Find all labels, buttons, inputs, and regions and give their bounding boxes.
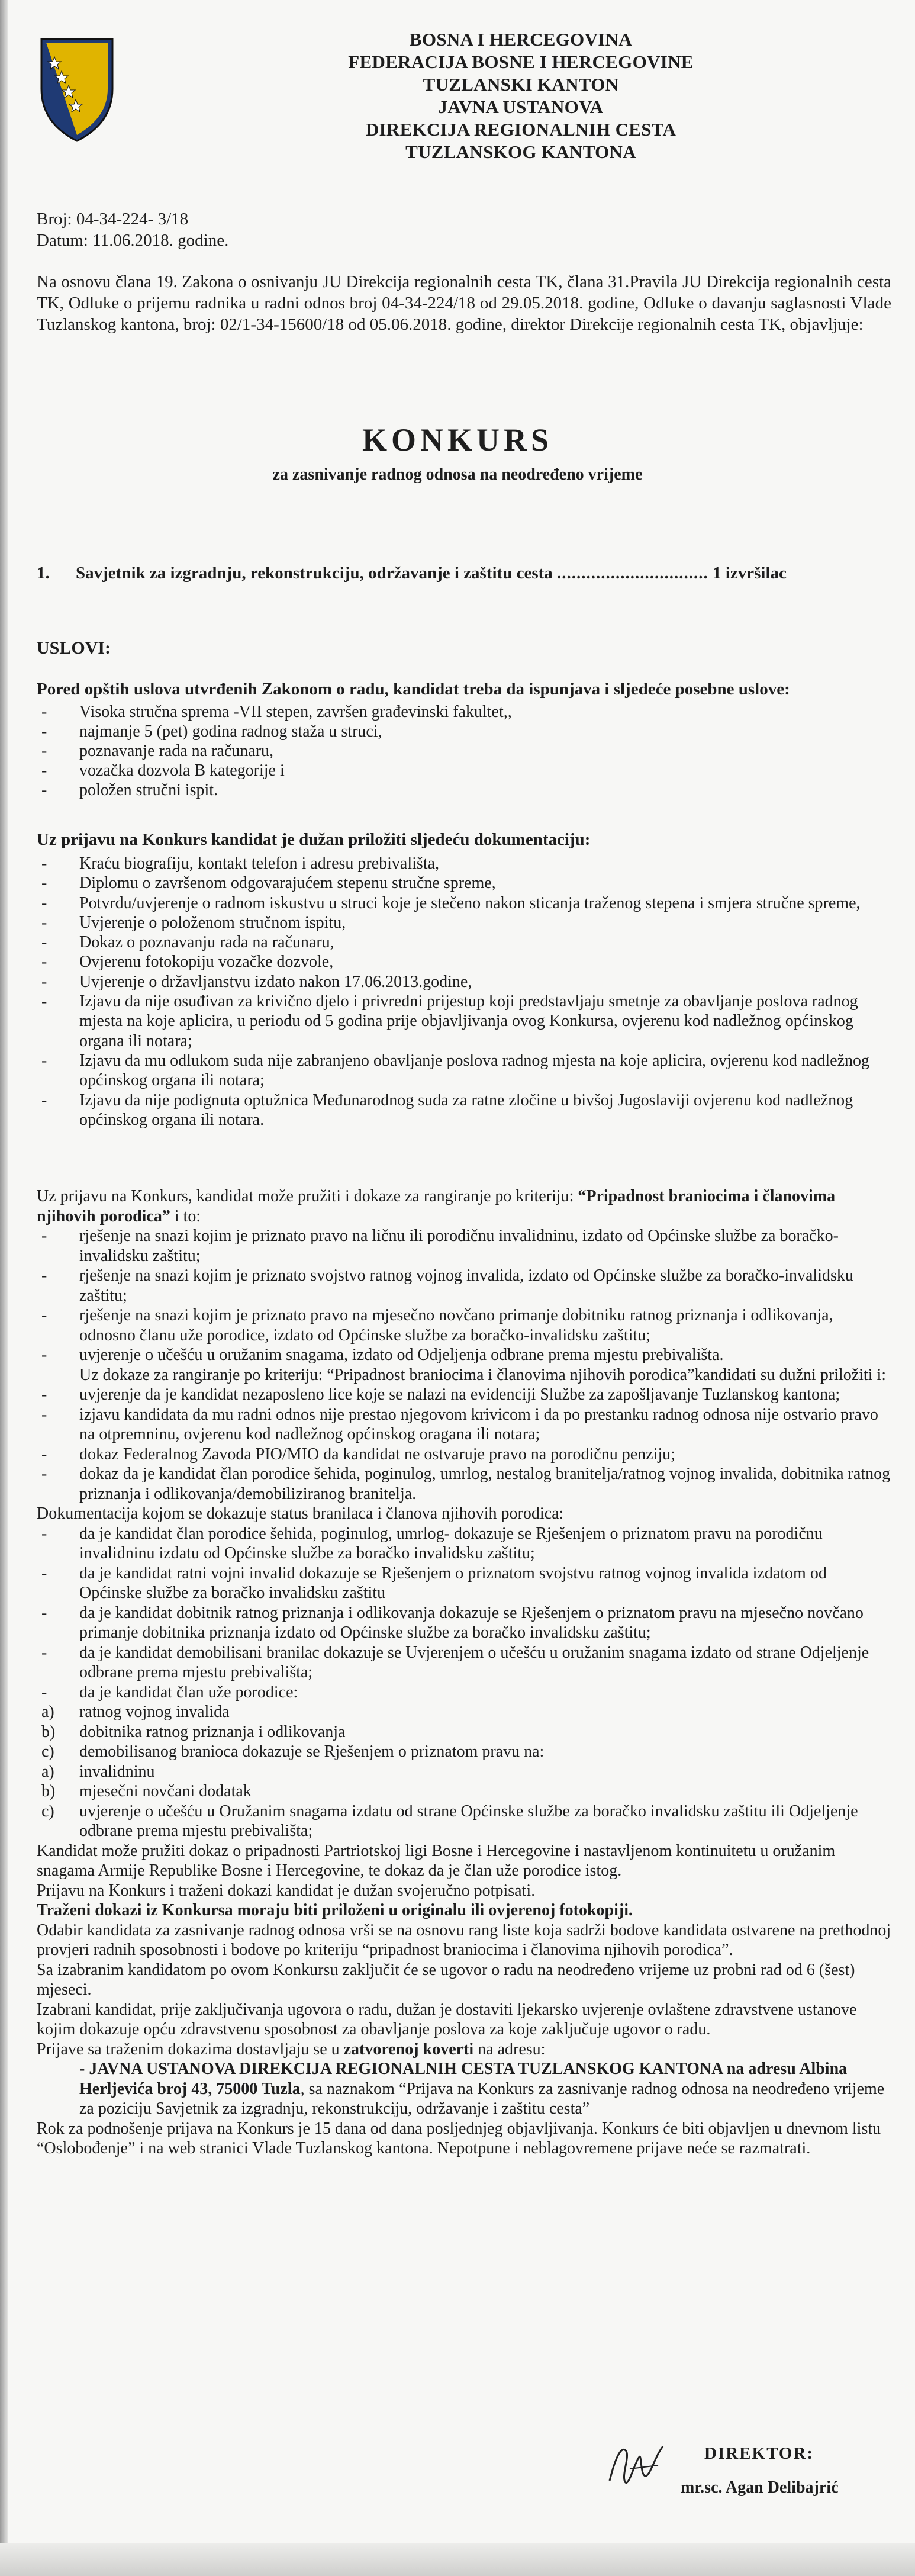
address-note: , sa naznakom “Prijava na Konkurs za zasnivanje radnog odnosa na neodređeno vrijeme za poziciju Savjetnik za izgradnju, rekonstrukciju, održavanje i zaštitu cesta” (79, 2079, 885, 2118)
selection-paragraph: Odabir kandidata za zasnivanje radnog odnosa vrši se na osnovu rang liste koja sadrži bodove kandidata ostvarene na prethodnoj provjeri radnih sposobnosti i bodove po kriteriju “pripadnost braniocima i članovima njihovih porodica”. (37, 1921, 891, 1959)
list-item: - dokaz Federalnog Zavoda PIO/MIO da kandidat ne ostvaruje pravo na porodičnu penziju; (37, 1445, 891, 1465)
deadline-paragraph: Rok za podnošenje prijava na Konkurs je 15 dana od dana posljednjeg objavljivanja. Konkurs će biti objavljen u dnevnom listu “Oslobođenje” i na web stranici Vlade Tuzlanskog kantona. Nepotpune i neblagovremene prijave neće se razmatrati. (37, 2119, 881, 2157)
list-item: - Izjavu da nije podignuta optužnica Međunarodnog suda za ratne zločine u bivšoj Jugoslaviji ovjerenu kod nadležnog općinskog organa ili notara. (37, 1091, 891, 1130)
header-line-canton: TUZLANSKI KANTON (423, 74, 619, 95)
criteria-intro: Uz dokaze za rangiranje po kriteriju: “Pripadnost braniocima i članovima njihovih porodica”kandidati su dužni priložiti i: (79, 1365, 887, 1384)
list-item: - položen stručni ispit. (37, 780, 512, 800)
header-line-country: BOSNA I HERCEGOVINA (409, 29, 633, 50)
list-item (37, 1781, 891, 1802)
signature-icon (604, 2439, 669, 2493)
list-item: - da je kandidat demobilisani branilac dokazuje se Uvjerenjem o učešću u oružanim snagama izdato od strane Odjeljenje odbrane prema mjestu prebivališta; (37, 1643, 891, 1683)
list-marker: a) (41, 1703, 54, 1721)
list-item: - da je kandidat član porodice šehida, poginulog, umrlog- dokazuje se Rješenjem o priznatom pravu na porodičnu invalidninu izdatu od Općinske službe za boračko invalidsku zaštitu; (37, 1524, 891, 1564)
list-marker: b) (41, 1722, 56, 1741)
institution-header (308, 28, 734, 163)
list-item: - uvjerenje da je kandidat nezaposleno lice koje se nalazi na evidenciji Službe za zapošljavanje Tuzlanskog kantona; (37, 1385, 891, 1405)
page-title: KONKURS (362, 422, 553, 458)
list-item: - Kraću biografiju, kontakt telefon i adresu prebivališta, (37, 854, 891, 873)
list-item: - poznavanje rada na računaru, (37, 741, 512, 761)
submission-envelope: zatvorenoj koverti (343, 2040, 474, 2059)
signature-requirement: Prijavu na Konkurs i traženi dokazi kandidat je dužan svojeručno potpisati. (37, 1881, 536, 1900)
ranking-intro-end: i to: (170, 1207, 201, 1226)
list-item (37, 1742, 891, 1762)
list-item-text: ratnog vojnog invalida (79, 1703, 230, 1721)
list-item: - Uvjerenje o položenom stručnom ispitu, (37, 913, 891, 932)
document-number: Broj: 04-34-224- 3/18 (37, 210, 189, 229)
header-line-federation: FEDERACIJA BOSNE I HERCEGOVINE (348, 52, 694, 72)
header-line-institution-region: TUZLANSKOG KANTONA (405, 141, 636, 162)
show-through-text (714, 379, 909, 633)
list-item: - Izjavu da nije osuđivan za krivično djelo i privredni prijestup koji predstavljaju smetnje za obavljanje poslova radnog mjesta na koje aplicira, u periodu od 5 godina prije objavljivanja ovog Konkursa, ovjerenu kod nadležnog općinskog organa ili notara; (37, 992, 891, 1051)
list-item: - Potvrdu/uvjerenje o radnom iskustvu u struci koje je stečeno nakon sticanja traženog stepena i smjera stručne spreme, (37, 893, 891, 913)
job-position-count: 1 izvršilac (713, 564, 787, 583)
list-item: - rješenje na snazi kojim je priznato pravo na ličnu ili porodičnu invalidninu, izdato od Općinske službe za boračko-invalidsku zaštitu; (37, 1226, 891, 1266)
list-item: - najmanje 5 (pet) godina radnog staža u struci, (37, 722, 512, 741)
conditions-list (37, 702, 512, 800)
conditions-intro: Pored opštih uslova utvrđenih Zakonom o radu, kandidat treba da ispunjava i sljedeće posebne uslove: (37, 680, 790, 699)
list-marker: a) (41, 1762, 54, 1781)
list-item: - rješenje na snazi kojim je priznato pravo na mjesečno novčano primanje dobitniku ratnog priznanja i odlikovanja, odnosno članu uže porodice, izdato od Općinske službe za boračko-invalidsku zaštitu; (37, 1305, 891, 1345)
page-subtitle: za zasnivanje radnog odnosa na neodređeno vrijeme (272, 465, 643, 484)
submission-text-end: na adresu: (473, 2040, 546, 2059)
contract-paragraph: Sa izabranim kandidatom po ovom Konkursu zaključit će se ugovor o radu na neodređeno vrijeme uz probni rad od 6 (šest) mjeseci. (37, 1960, 855, 1999)
originals-requirement-text: Traženi dokazi iz Konkursa moraju biti priloženi u originalu ili ovjerenoj fotokopiji. (37, 1901, 633, 1919)
document-date: Datum: 11.06.2018. godine. (37, 231, 229, 250)
list-item: - dokaz da je kandidat član porodice šehida, poginulog, umrlog, nestalog branitelja/ratnog vojnog invalida, dobitnika ratnog priznanja i odlikovanja/demobiliziranog branitelja. (37, 1464, 891, 1504)
ranking-intro-text: Uz prijavu na Konkurs, kandidat može pružiti i dokaze za rangiranje po kriteriju: (37, 1187, 578, 1205)
list-marker: b) (41, 1782, 56, 1800)
list-marker: c) (41, 1802, 54, 1821)
list-item (37, 1762, 891, 1782)
ranking-section (37, 1186, 891, 2159)
ranking-intro (37, 1186, 891, 1226)
job-position (37, 564, 787, 583)
director-label: DIREKTOR: (704, 2444, 814, 2463)
job-position-number: 1. (37, 564, 50, 583)
list-item: - da je kandidat ratni vojni invalid dokazuje se Rješenjem o priznatom svojstvu ratnog vojnog invalida izdatom od Općinske službe za boračko invalidsku zaštitu (37, 1564, 891, 1603)
list-item: - Dokaz o poznavanju rada na računaru, (37, 932, 891, 952)
list-item (37, 1722, 891, 1742)
documents-heading: Uz prijavu na Konkurs kandidat je dužan priložiti sljedeću dokumentaciju: (37, 830, 591, 849)
coat-of-arms-icon (36, 34, 118, 144)
job-position-dots: ............................... (557, 564, 708, 583)
list-marker: c) (41, 1742, 54, 1761)
list-item-text: invalidninu (79, 1762, 155, 1781)
list-item-text: dobitnika ratnog priznanja i odlikovanja (79, 1722, 346, 1741)
address-bold: JAVNA USTANOVA DIREKCIJA REGIONALNIH CESTA TUZLANSKOG KANTONA na adresu Albina Herljevića broj 43, 75000 Tuzla (79, 2060, 848, 2098)
criteria-list (37, 1385, 891, 1504)
list-item: - Uvjerenje o državljanstvu izdato nakon 17.06.2013.godine, (37, 972, 891, 992)
medical-paragraph: Izabrani kandidat, prije zaključivanja ugovora o radu, dužan je dostaviti ljekarsko uvjerenje ovlaštene zdravstvene ustanove kojim dokazuje opću zdravstvenu sposobnost za obavljanje poslova za koje zaključuje ugovor o radu. (37, 2000, 857, 2038)
list-item: - izjavu kandidata da mu radni odnos nije prestao njegovom krivicom i da po prestanku radnog odnosa nije ostvario pravo na otpremninu, ovjerenu kod nadležnog općinskog oragana ili notara; (37, 1405, 891, 1445)
list-item: - da je kandidat dobitnik ratnog priznanja i odlikovanja dokazuje se Rješenjem o priznatom pravu na mjesečno novčano primanje dobitnika priznanja izdato od Općinske službe za boračko invalidsku zaštitu; (37, 1603, 891, 1643)
list-item-text: uvjerenje o učešću u Oružanim snagama izdatu od strane Općinske službe za boračko invalidsku zaštitu ili Odjeljenje odbrane prema mjestu prebivališta; (79, 1802, 858, 1840)
list-item: - Visoka stručna sprema -VII stepen, završen građevinski fakultet,, (37, 702, 512, 722)
status-list (37, 1524, 891, 1703)
status-intro: Dokumentacija kojom se dokazuje status branilaca i članova njihovih porodica: (37, 1504, 564, 1523)
family-list (37, 1702, 891, 1841)
submission-address: - JAVNA USTANOVA DIREKCIJA REGIONALNIH CESTA TUZLANSKOG KANTONA na adresu Albina Herljevića broj 43, 75000 Tuzla, sa naznakom “Prijava na Konkurs za zasnivanje radnog odnosa na neodređeno vrijeme za poziciju Savjetnik za izgradnju, rekonstrukciju, održavanje i zaštitu cesta” (79, 2060, 885, 2118)
document-meta (37, 208, 891, 251)
submission-paragraph (37, 2040, 891, 2060)
originals-requirement (37, 1900, 891, 1921)
documents-list (37, 854, 891, 1130)
conditions-heading: USLOVI: (37, 638, 111, 658)
list-item: - Izjavu da mu odlukom suda nije zabranjeno obavljanje poslova radnog mjesta na koje aplicira, ovjerenu kod nadležnog općinskog organa ili notara; (37, 1051, 891, 1091)
list-item: - da je kandidat član uže porodice: (37, 1683, 891, 1703)
list-item: - rješenje na snazi kojim je priznato svojstvo ratnog vojnog invalida, izdato od Općinske službe za boračko-invalidsku zaštitu; (37, 1266, 891, 1305)
page-bottom-margin (0, 2543, 915, 2576)
list-item-text: demobilisanog branioca dokazuje se Rješenjem o priznatom pravu na: (79, 1742, 545, 1761)
director-name: mr.sc. Agan Delibajrić (681, 2478, 839, 2497)
page-fold-shadow (0, 0, 8, 2576)
list-item-text: mjesečni novčani dodatak (79, 1782, 252, 1800)
header-line-institution-name: DIREKCIJA REGIONALNIH CESTA (365, 119, 676, 140)
ranking-criterion: “Pripadnost braniocima i članovima njihovih porodica” (37, 1187, 836, 1226)
job-position-name: Savjetnik za izgradnju, rekonstrukciju, održavanje i zaštitu cesta (76, 564, 553, 583)
list-item (37, 1802, 891, 1841)
partisan-paragraph: Kandidat može pružiti dokaz o pripadnosti Partriotskoj ligi Bosne i Hercegovine i nastavljenom kontinuitetu u oružanim snagama Armije Republike Bosne i Hercegovine, te dokaz da je član uže porodice istog. (37, 1841, 836, 1880)
list-item (37, 1702, 891, 1722)
submission-text: Prijave sa traženim dokazima dostavljaju se u (37, 2040, 344, 2059)
legal-basis-paragraph: Na osnovu člana 19. Zakona o osnivanju JU Direkcija regionalnih cesta TK, člana 31.Pravila JU Direkcija regionalnih cesta TK, Odluke o prijemu radnika u radni odnos broj 04-34-224/18 od 29.05.2018. godine, Odluke o davanju saglasnosti Vlade Tuzlanskog kantona, broj: 02/1-34-15600/18 od 05.06.2018. godine, direktor Direkcije regionalnih cesta TK, objavljuje: (37, 272, 891, 334)
list-item: - Ovjerenu fotokopiju vozačke dozvole, (37, 952, 891, 972)
list-item: - Diplomu o završenom odgovarajućem stepenu stručne spreme, (37, 873, 891, 893)
list-item: - uvjerenje o učešću u oružanim snagama, izdato od Odjeljenja odbrane prema mjestu prebivališta. (37, 1345, 891, 1365)
list-item: - vozačka dozvola B kategorije i (37, 761, 512, 780)
header-line-institution-type: JAVNA USTANOVA (438, 97, 604, 117)
ranking-list (37, 1226, 891, 1365)
